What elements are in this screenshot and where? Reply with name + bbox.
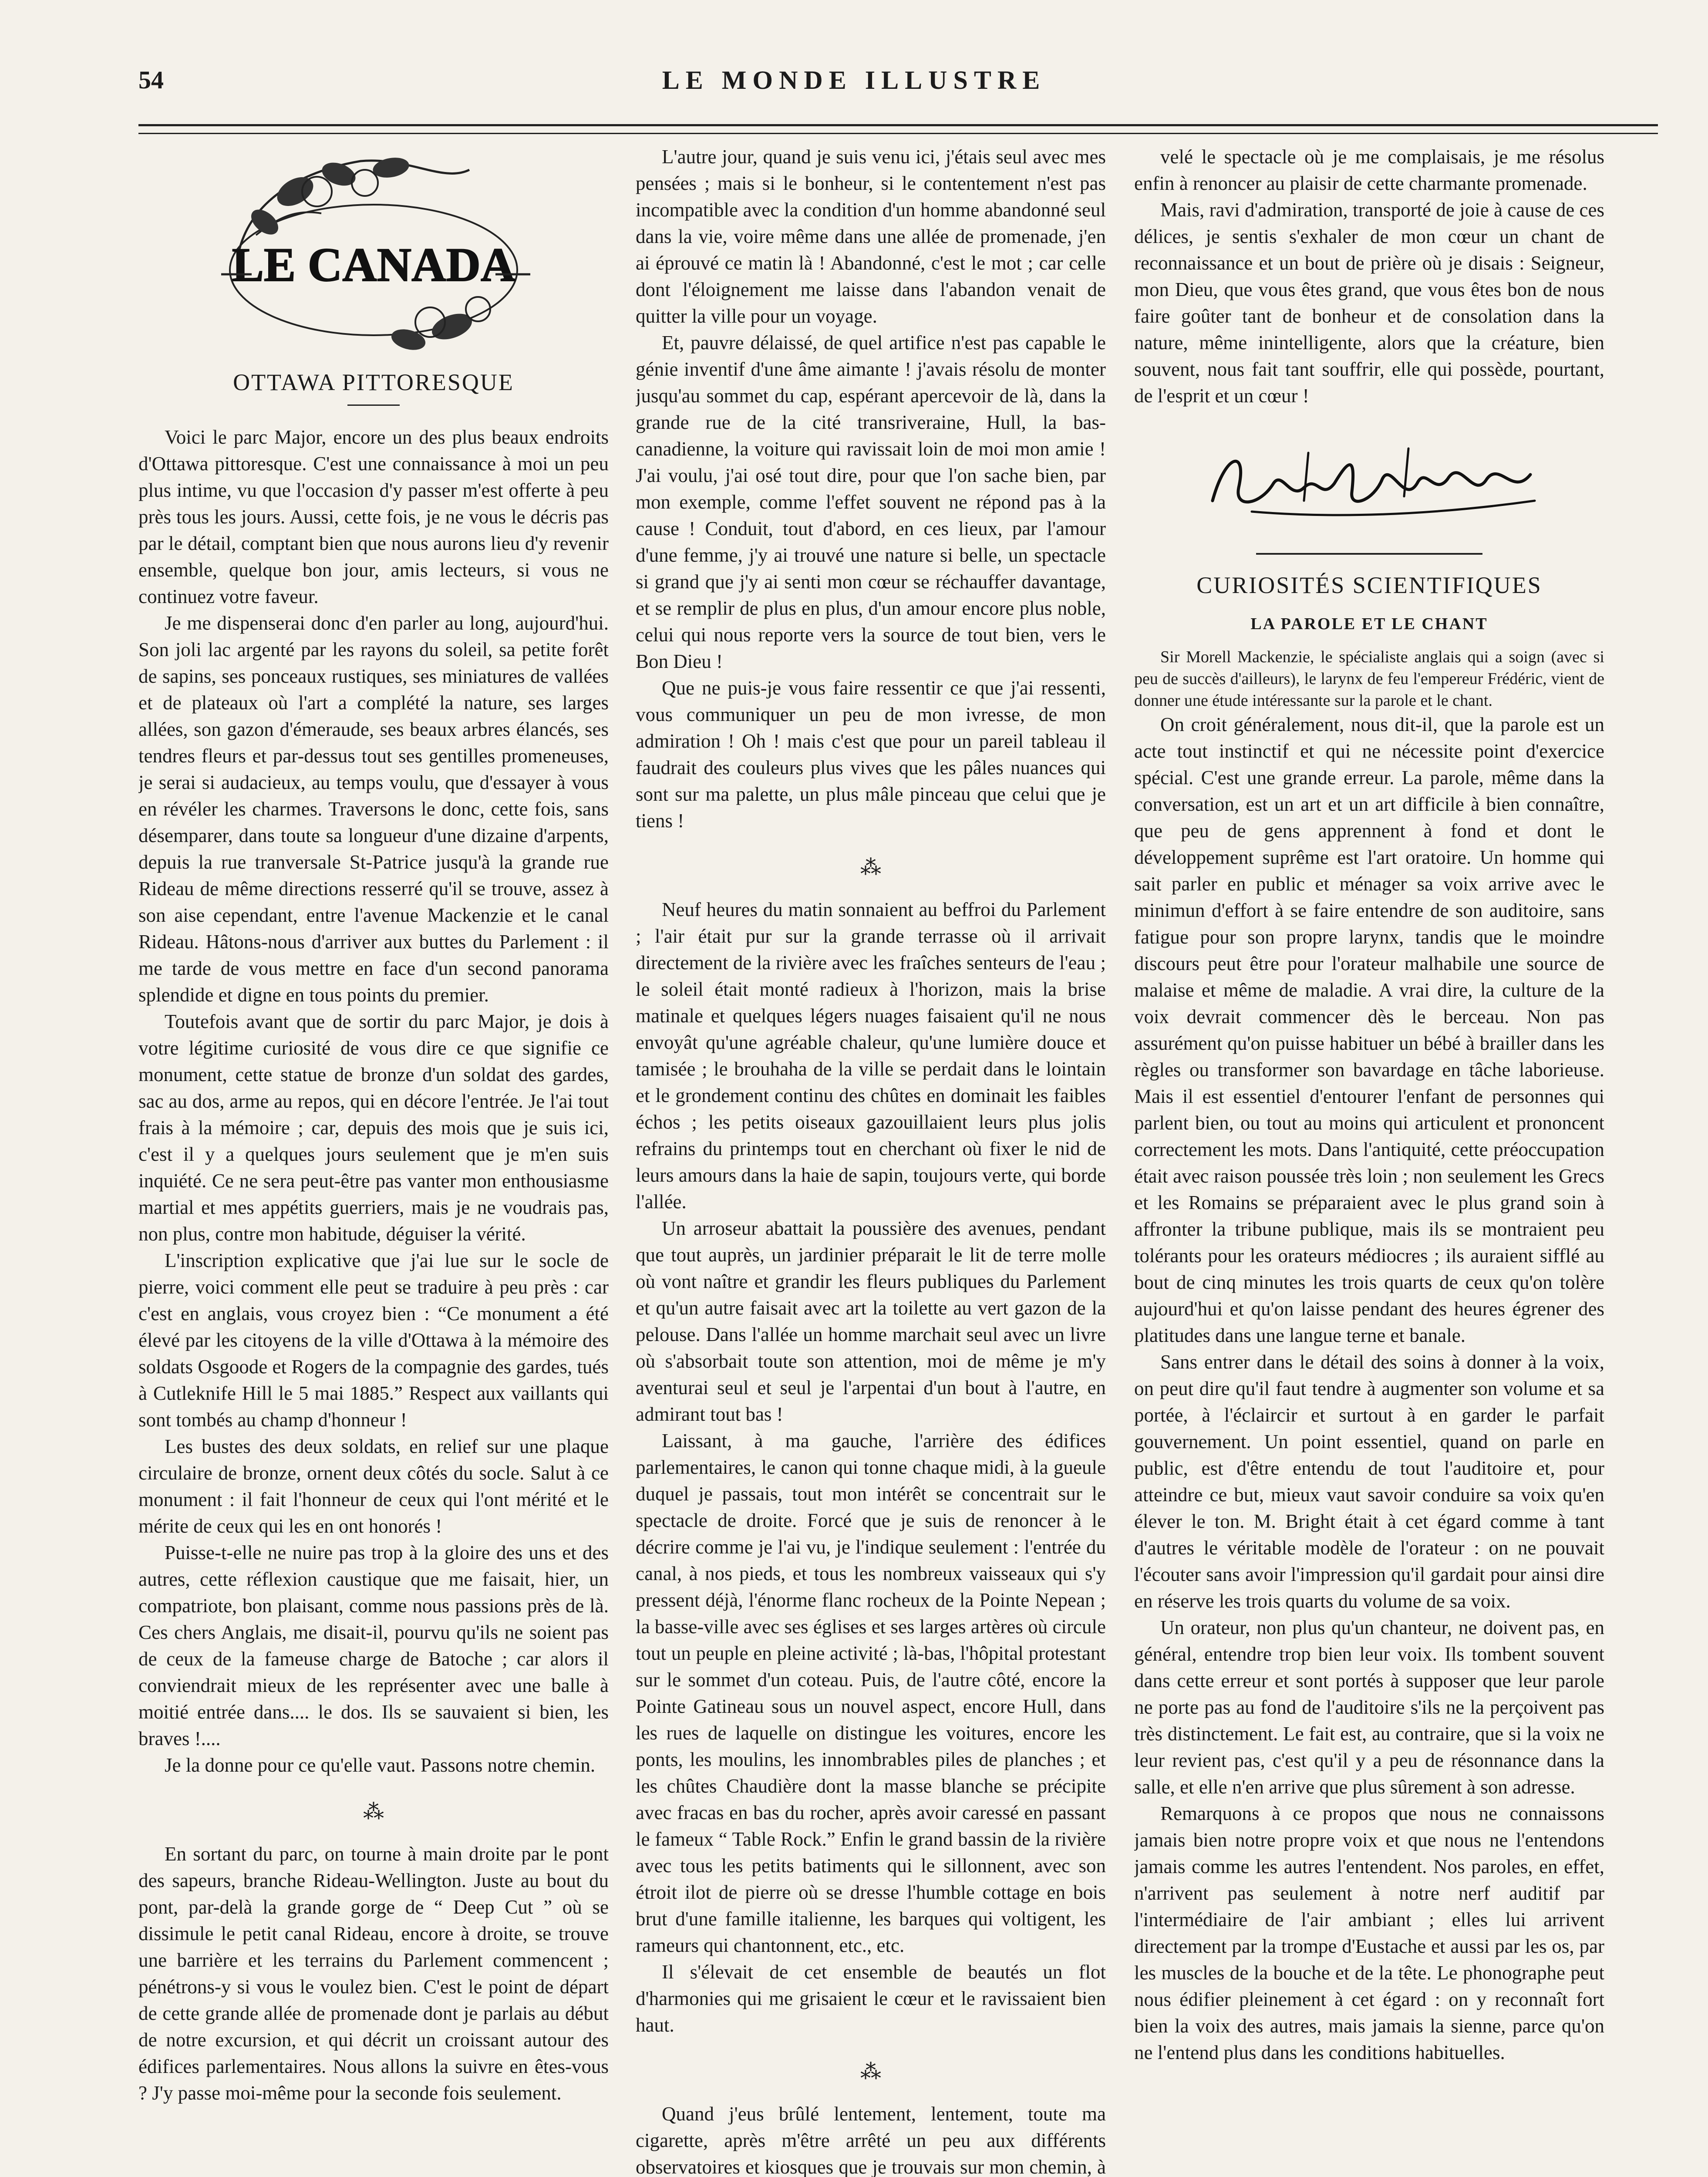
paragraph: Quand j'eus brûlé lentement, lentement, toute ma cigarette, après m'être arrêté un peu aux différents observatoires et kiosques que je trouvais sur mon chemin, à xyxy=(636,2103,1106,2177)
paragraph: Il s'élevait de cet ensemble de beautés un flot d'harmonies qui me grisaient le cœur et le ravissaient bien haut. xyxy=(636,1961,1106,2036)
page-number: 54 xyxy=(138,66,164,94)
paragraph: velé le spectacle où je me complaisais, je me résolus enfin à renoncer au plaisir de cette charmante promenade. xyxy=(1134,146,1604,194)
masthead: LE MONDE ILLUSTRE xyxy=(662,66,1046,94)
article-title-ottawa: OTTAWA PITTORESQUE xyxy=(233,369,514,395)
paragraph: Toutefois avant que de sortir du parc Major, je dois à votre légitime curiosité de vous dire ce que signifie ce monument, cette statue de bronze d'un soldat des gardes, sac au dos, arme au repos, qui en décore l'entrée. Je l'ai tout frais à la mémoire ; car, depuis des mois que je suis ici, c'est il y a quelques jours seulement que je m'en suis inquiété. Ce ne sera peut-être pas vanter mon enthousiasme martial et mes appétits guerriers, mais je ne voudrais pas, non plus, contre mon habitude, déguiser la vérité. xyxy=(138,1011,609,1245)
paragraph: L'autre jour, quand je suis venu ici, j'étais seul avec mes pensées ; mais si le bonheur, si le contentement n'est pas incompatible avec la condition d'un homme abandonné seul dans la vie, voire même dans une allée de promenade, j'en ai éprouvé ce matin là ! Abandonné, c'est le mot ; car celle dont l'éloignement me laisse dans l'abandon venait de quitter la ville pour un voyage. xyxy=(636,146,1106,327)
section-rule xyxy=(1256,553,1482,555)
paragraph: Puisse-t-elle ne nuire pas trop à la gloire des uns et des autres, cette réflexion caustique que me faisait, hier, un compatriote, bon plaisant, comme nous passions près de là. Ces chers Anglais, me disait-il, pourvu qu'ils ne soient pas de ceux de la fameuse charge de Batoche ; car alors il conviendrait mieux de les représenter avec une balle à moitié entrée dans.... le dos. Ils se sauvaient si bien, les braves !.... xyxy=(138,1542,609,1749)
paragraph: Mais, ravi d'admiration, transporté de joie à cause de ces délices, je sentis s'exhaler de mon cœur un chant de reconnaissance et un bout de prière où je disais : Seigneur, mon Dieu, que vous êtes grand, que vous êtes bon de nous faire goûter tant de bonheur et de consolation dans la nature, même inintelligente, alors que la créature, bien souvent, nous fait tant souffrir, elle qui possède, pourtant, de l'esprit et un cœur ! xyxy=(1134,199,1604,407)
paragraph: Je la donne pour ce qu'elle vaut. Passons notre chemin. xyxy=(165,1754,596,1776)
signature-mark xyxy=(1199,435,1556,531)
asterism-divider: ⁂ xyxy=(363,1800,384,1823)
paragraph: Laissant, à ma gauche, l'arrière des édifices parlementaires, le canon qui tonne chaque midi, à la gueule duquel je passais, tout mon intérêt se concentrait sur le spectacle de droite. Forcé que je suis de renoncer à le décrire comme je l'ai vu, je l'indique seulement : l'entrée du canal, à nos pieds, et tous les nombreux vaisseaux qui s'y pressent déjà, l'énorme flanc rocheux de la Pointe Nepean ; la basse-ville avec ses églises et ses larges artères où circule tout un peuple en pleine activité ; là-bas, l'hôpital protestant sur le sommet d'un coteau. Puis, de l'autre côté, encore la Pointe Gatineau sous un nouvel aspect, encore Hull, dans les rues de laquelle on distingue les voitures, encore les ponts, les moulins, les innombrables piles de planches ; et les chûtes Chaudière dont la masse blanche se précipite avec fracas en bas du rocher, après avoir caressé en passant le fameux “ Table Rock.” Enfin le grand bassin de la rivière avec tous les petits batiments qui le sillonnent, avec son étroit ilot de pierre où se dresse l'humble cottage en bois brut d'une famille italienne, les barques qui voltigent, les rameurs qui chantonnent, etc., etc. xyxy=(636,1430,1106,1956)
column-1 xyxy=(138,144,609,2177)
intro-paragraph: Sir Morell Mackenzie, le spécialiste anglais qui a soign (avec si peu de succès d'ailleurs), le larynx de feu l'empereur Frédéric, vient de donner une étude intéressante sur la parole et le chant. xyxy=(1134,648,1604,710)
paragraph: Un orateur, non plus qu'un chanteur, ne doivent pas, en général, entendre trop bien leur voix. Ils tombent souvent dans cette erreur et sont portés à supposer que leur parole ne porte pas au fond de l'auditoire s'ils ne la perçoivent pas très distinctement. Le fait est, au contraire, que si la voix ne leur revient pas, c'est qu'il y a peu de résonnance dans la salle, et elle n'en arrive que plus sûrement à son adresse. xyxy=(1134,1617,1604,1798)
paragraph: Sans entrer dans le détail des soins à donner à la voix, on peut dire qu'il faut tendre à augmenter son volume et sa portée, à l'éclaircir et surtout à en garder le parfait gouvernement. Un point essentiel, quand on parle en public, est d'être entendu de tout l'auditoire et, pour atteindre ce but, mieux vaut savoir conduire sa voix qu'en élever le ton. M. Bright était à cet égard comme à tant d'autres le véritable modèle de l'orateur : on ne pouvait l'écouter sans avoir l'impression qu'il gardait pour ainsi dire en réserve les trois quarts du volume de sa voix. xyxy=(1134,1351,1604,1612)
paragraph: Et, pauvre délaissé, de quel artifice n'est pas capable le génie inventif d'une âme aimante ! j'avais résolu de monter jusqu'au sommet du cap, espérant apercevoir de là, dans la grande rue de la cité transriveraine, Hull, la bas-canadienne, la voiture qui ravissait loin de moi mon amie ! J'ai voulu, j'ai osé tout dire, pour que l'on sache bien, par mon exemple, comme l'effet souvent ne répond pas à la cause ! Conduit, tout d'abord, en ces lieux, par l'amour d'une femme, j'y ai trouvé une nature si belle, un spectacle si grand que j'y ai senti mon cœur se réchauffer davantage, et se remplir de plus en plus, d'un amour encore plus noble, celui qui nous reporte vers la source de tout bien, vers le Bon Dieu ! xyxy=(636,332,1106,672)
asterism-divider: ⁂ xyxy=(860,856,881,879)
author-signature xyxy=(1134,431,1604,536)
paragraph: Neuf heures du matin sonnaient au beffroi du Parlement ; l'air était pur sur la grande terrasse où il arrivait directement de la rivière avec les fraîches senteurs de l'eau ; le soleil était monté radieux à l'horizon, mais la brise matinale et quelques légers nuages faisaient qu'il ne nous envoyât qu'une agréable chaleur, qu'une lumière douce et tamisée ; le brouhaha de la ville se perdait dans le lointain et le grondement continu des chûtes en dominait les faibles échos ; les petits oiseaux gazouillaient leurs plus jolis refrains du printemps tout en cherchant où fixer le nid de leurs amours dans la haie de sapin, toujours verte, qui borde l'allée. xyxy=(636,899,1106,1213)
paragraph: Remarquons à ce propos que nous ne connaissons jamais bien notre propre voix et que nous ne l'entendons jamais comme les autres l'entendent. Nos paroles, en effet, n'arrivent pas seulement à notre nerf auditif par l'intermédiaire de l'air ambiant ; elles lui arrivent directement par la trompe d'Eustache et aussi par les os, par les muscles de la bouche et de la tête. Le phonographe peut nous édifier pleinement à cet égard : on y reconnaît fort bien la voix des autres, mais jamais la sienne, parce qu'on ne l'entend plus dans les conditions habituelles. xyxy=(1134,1803,1604,2063)
column-2 xyxy=(636,144,1106,2177)
paragraph: L'inscription explicative que j'ai lue sur le socle de pierre, voici comment elle peut se traduire à peu près : car c'est en anglais, vous croyez bien : “Ce monument a été élevé par les citoyens de la ville d'Ottawa à la mémoire des soldats Osgoode et Rogers de la compagnie des gardes, tués à Cutleknife Hill le 5 mai 1885.” Respect aux vaillants qui sont tombés au champ d'honneur ! xyxy=(138,1250,609,1431)
paragraph: Voici le parc Major, encore un des plus beaux endroits d'Ottawa pittoresque. C'est une connaissance à moi un peu plus intime, vu que l'occasion d'y passer m'est offerte à peu près tous les jours. Aussi, cette fois, je ne vous le décris pas par le détail, comptant bien que nous aurons lieu d'y revenir ensemble, quelque bon jour, amis lecteurs, si vous ne continuez votre faveur. xyxy=(138,426,609,607)
header-rule xyxy=(138,124,1658,126)
column-3 xyxy=(1134,144,1604,2177)
canada-vignette xyxy=(138,144,609,361)
paragraph: En sortant du parc, on tourne à main droite par le pont des sapeurs, branche Rideau-Wellington. Juste au bout du pont, par-delà la grande gorge de “ Deep Cut ” où se dissimule le petit canal Rideau, encore à droite, se trouve une barrière et les terrains du Parlement commencent ; pénétrons-y si vous le voulez bien. C'est le point de départ de cette grande allée de promenade dont je parlais au début de notre excursion, et qui décrit un croissant autour des édifices parlementaires. Nous allons la suivre en êtes-vous ? J'y passe moi-même pour la seconde fois seulement. xyxy=(138,1843,609,2104)
floral-ornament-icon xyxy=(165,144,583,357)
header-rule-thin xyxy=(138,133,1658,134)
paragraph: On croit généralement, nous dit-il, que la parole est un acte tout instinctif et qui ne nécessite point d'exercice spécial. C'est une grande erreur. La parole, même dans la conversation, est un art et un art difficile à bien connaître, que peu de gens apprennent à fond et dont le développement suprême est l'art oratoire. Un homme qui sait parler en public et ménager sa voix arrive avec le minimun d'effort à se faire entendre de son auditoire, sans fatigue pour son propre larynx, tandis que le moindre discours peut être pour l'orateur malhabile une source de malaise et même de maladie. A vrai dire, la culture de la voix devrait commencer dès le berceau. Non pas assurément qu'on puisse habituer un bébé à brailler dans les règles ou transformer son bavardage en tâche laborieuse. Mais il est essentiel d'entourer l'enfant de personnes qui parlent bien, ou tout au moins qui articulent et prononcent correctement les mots. Dans l'antiquité, cette préoccupation était avec raison poussée très loin ; non seulement les Grecs et les Romains se préparaient avec le plus grand soin à affronter la tribune publique, mais ils se montraient peu tolérants pour les orateurs médiocres ; ils auraient sifflé au bout de cinq minutes les trois quarts de ceux qu'on tolère aujourd'hui et qu'on laisse pendant des heures égrener des platitudes dans une langue terne et banale. xyxy=(1134,714,1604,1346)
article-title-curiosites: CURIOSITÉS SCIENTIFIQUES xyxy=(1196,572,1542,598)
asterism-divider: ⁂ xyxy=(860,2060,881,2083)
paragraph: Que ne puis-je vous faire ressentir ce que j'ai ressenti, vous communiquer un peu de mon ivresse, de mon admiration ! Oh ! mais c'est que pour un pareil tableau il faudrait des couleurs plus vives que les pâles nuances qui sont sur ma palette, un plus mâle pinceau que celui que je tiens ! xyxy=(636,677,1106,832)
svg-text:LE CANADA: LE CANADA xyxy=(232,238,515,291)
paragraph: Un arroseur abattait la poussière des avenues, pendant que tout auprès, un jardinier préparait le lit de terre molle où vont naître et grandir les fleurs publiques du Parlement et qu'un autre faisait avec art la toilette au vert gazon de la pelouse. Dans l'allée un homme marchait seul avec un livre où s'absorbait toute son attention, moi de même je m'y aventurai seul et seul je l'arpentai d'un bout à l'autre, en admirant tout bas ! xyxy=(636,1217,1106,1425)
title-rule xyxy=(347,404,400,406)
paragraph: Les bustes des deux soldats, en relief sur une plaque circulaire de bronze, ornent deux côtés du socle. Salut à ce monument : il fait l'honneur de ceux qui l'ont mérité et le mérite de ceux qui les en ont honorés ! xyxy=(138,1436,609,1537)
article-subtitle: LA PAROLE ET LE CHANT xyxy=(1250,615,1488,633)
paragraph: Je me dispenserai donc d'en parler au long, aujourd'hui. Son joli lac argenté par les rayons du soleil, sa petite forêt de sapins, ses ponceaux rustiques, ses miniatures de vallées et de plateaux où l'art a complété la nature, ses larges allées, son gazon d'émeraude, ses beaux arbres élancés, ses tendres fleurs et par-dessus tout ses gentilles promeneuses, je serai si audacieux, au temps voulu, que d'essayer à vous en révéler les charmes. Traversons le donc, cette fois, sans désemparer, dans toute sa longueur d'une dizaine d'arpents, depuis la rue tranversale St-Patrice jusqu'à la grande rue Rideau de même directions resserré qu'il se trouve, assez à son aise cependant, entre l'avenue Mackenzie et le canal Rideau. Hâtons-nous d'arriver aux buttes du Parlement : il me tarde de vous mettre en face d'un second panorama splendide et digne en tous points du premier. xyxy=(138,612,609,1006)
